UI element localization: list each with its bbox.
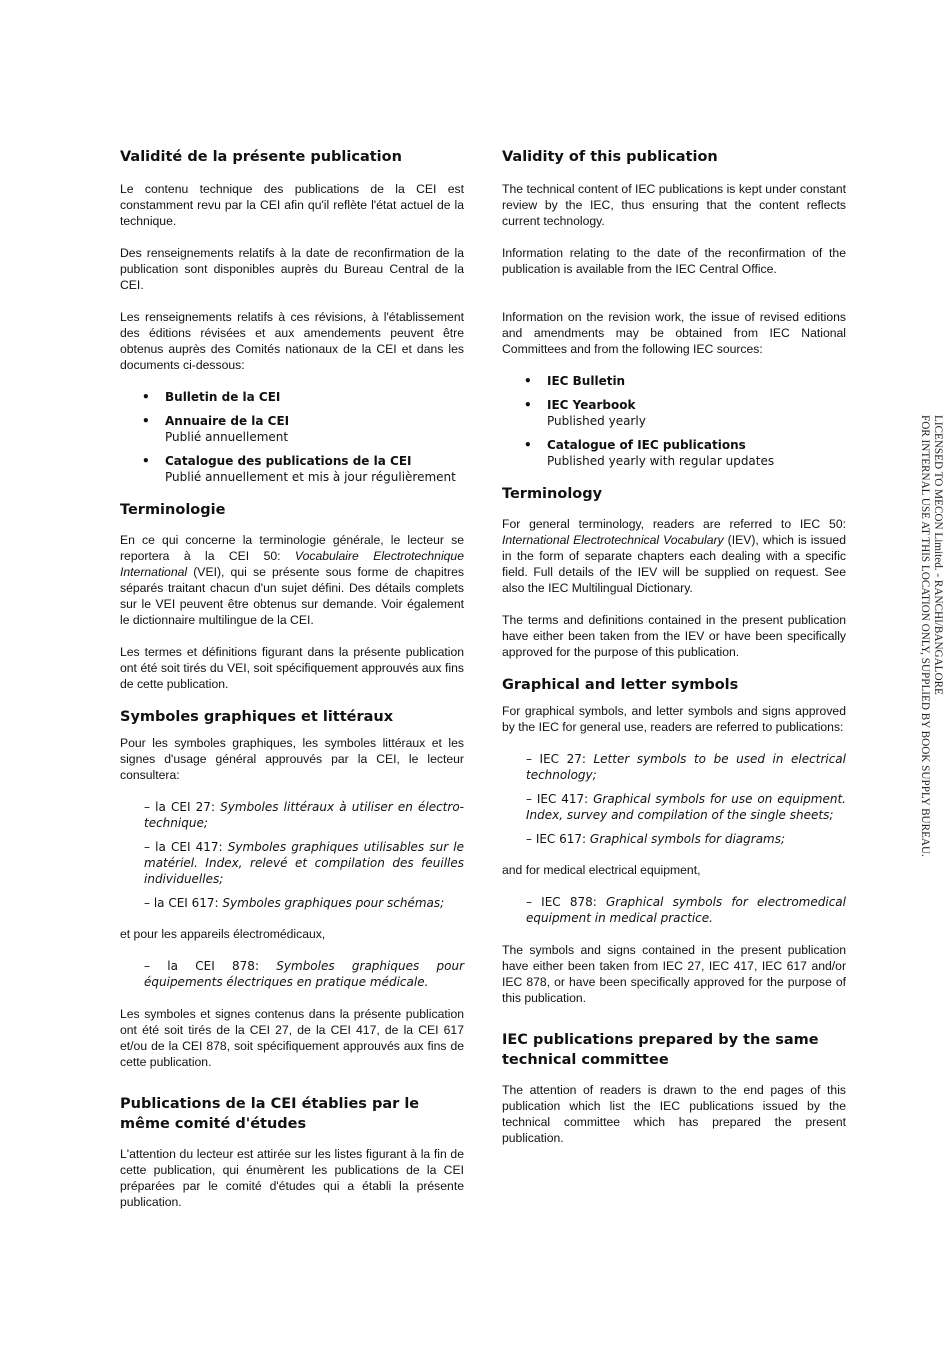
symbols-paragraph-1: Pour les symboles graphiques, les symboles littéraux et les signes d'usage général approuvés par la CEI, le lecteur consultera: <box>120 736 464 782</box>
terminology-paragraph-1: For general terminology, readers are referred to IEC 50: International Electrotechnical Vocabulary (IEV), which is issued in the form of separate chapters each dealing with a specific field. Full details of the IEV will be supplied on request. See also the IEC Multilingual Dictionary. <box>502 517 846 595</box>
symbols-ref-878: – la CEI 878: Symboles graphiques pour équipements électriques en pratique médicale. <box>144 959 464 989</box>
publications-heading: IEC publications prepared by the same technical committee <box>502 1032 819 1068</box>
list-item: • IEC Bulletin <box>524 374 626 388</box>
list-item: • Bulletin de la CEI <box>142 390 281 404</box>
symbols-ref-617: – la CEI 617: Symboles graphiques pour schémas; <box>144 896 445 910</box>
publications-paragraph: L'attention du lecteur est attirée sur les listes figurant à la fin de cette publication, qui énumèrent les publications de la CEI préparées par le comité d'études qui a établi la présente publication. <box>120 1147 464 1209</box>
terminology-paragraph-2: Les termes et définitions figurant dans la présente publication ont été soit tirés du VEI, soit spécifiquement approuvés aux fins de cette publication. <box>120 645 464 691</box>
symbols-ref-27: – IEC 27: Letter symbols to be used in electrical technology; <box>526 752 846 782</box>
symbols-ref-27: – la CEI 27: Symboles littéraux à utiliser en électro-technique; <box>144 800 464 830</box>
validity-paragraph-1: Le contenu technique des publications de la CEI est constamment revu par la CEI afin qu'il reflète l'état actuel de la technique. <box>120 182 464 228</box>
validity-paragraph-2: Information relating to the date of the reconfirmation of the publication is available from the IEC Central Office. <box>502 246 846 276</box>
french-column <box>120 147 464 1210</box>
symbols-heading: Graphical and letter symbols <box>502 677 739 693</box>
validity-heading: Validity of this publication <box>502 149 718 165</box>
sources-list <box>120 389 464 485</box>
medical-intro: and for medical electrical equipment, <box>502 863 701 877</box>
list-item: • IEC Yearbook Published yearly <box>524 398 646 428</box>
symbols-paragraph-2: The symbols and signs contained in the present publication have either been taken from IEC 27, IEC 417, IEC 617 and/or IEC 878, or have been specifically approved for the purpose of this publication. <box>502 943 846 1005</box>
validity-paragraph-2: Des renseignements relatifs à la date de reconfirmation de la publication sont disponibles auprès du Bureau Central de la CEI. <box>120 246 464 292</box>
license-line-1: LICENSED TO MECON Limited. - RANCHI/BANGALORE <box>932 415 944 695</box>
symbols-ref-617: – IEC 617: Graphical symbols for diagrams; <box>526 832 786 846</box>
symbols-ref-878: – IEC 878: Graphical symbols for electromedical equipment in medical practice. <box>526 895 846 925</box>
list-item: • Catalogue des publications de la CEI Publié annuellement et mis à jour régulièrement <box>142 454 456 484</box>
english-column <box>502 147 846 1146</box>
publications-heading: Publications de la CEI établies par le même comité d'études <box>120 1096 420 1132</box>
symbols-ref-417: – la CEI 417: Symboles graphiques utilisables sur le matériel. Index, relevé et compilation des feuilles individuelles; <box>144 840 464 886</box>
symbols-heading: Symboles graphiques et littéraux <box>120 709 394 725</box>
terminology-heading: Terminology <box>502 486 603 502</box>
terminology-heading: Terminologie <box>120 502 226 518</box>
symbols-ref-417: – IEC 417: Graphical symbols for use on equipment. Index, survey and compilation of the single sheets; <box>526 792 846 822</box>
list-item: • Catalogue of IEC publications Published yearly with regular updates <box>524 438 775 468</box>
license-watermark <box>918 415 944 857</box>
validity-paragraph-3: Les renseignements relatifs à ces révisions, à l'établissement des éditions révisées et aux amendements peuvent être obtenus auprès des Comités nationaux de la CEI et dans les documents ci-dessous: <box>120 310 464 372</box>
terminology-paragraph-2: The terms and definitions contained in the present publication have either been taken from the IEV or have been specifically approved for the purpose of this publication. <box>502 613 846 659</box>
symbols-paragraph-1: For graphical symbols, and letter symbols and signs approved by the IEC for general use, readers are referred to publications: <box>502 704 846 734</box>
medical-intro: et pour les appareils électromédicaux, <box>120 927 326 941</box>
validity-paragraph-3: Information on the revision work, the issue of revised editions and amendments may be obtained from IEC National Committees and from the following IEC sources: <box>502 310 846 356</box>
sources-list <box>502 373 846 469</box>
publications-paragraph: The attention of readers is drawn to the end pages of this publication which list the IEC publications issued by the technical committee which has prepared the present publication. <box>502 1083 846 1145</box>
license-line-2: FOR INTERNAL USE AT THIS LOCATION ONLY, SUPPLIED BY BOOK SUPPLY BUREAU. <box>919 415 931 857</box>
symbols-paragraph-2: Les symboles et signes contenus dans la présente publication ont été soit tirés de la CEI 27, de la CEI 417, de la CEI 617 et/ou de la CEI 878, soit spécifiquement approuvés aux fins de cette publication. <box>120 1007 464 1069</box>
list-item: • Annuaire de la CEI Publié annuellement <box>142 414 290 444</box>
terminology-paragraph-1: En ce qui concerne la terminologie générale, le lecteur se reportera à la CEI 50: Vocabulaire Electrotechnique International (VEI), qui se présente sous forme de chapitres séparés traitant chacun d'un sujet défini. Des détails complets sur le VEI peuvent être obtenus sur demande. Voir également le dictionnaire multilingue de la CEI. <box>120 533 464 627</box>
validity-heading: Validité de la présente publication <box>120 149 402 165</box>
validity-paragraph-1: The technical content of IEC publications is kept under constant review by the IEC, thus ensuring that the content reflects current technology. <box>502 182 846 228</box>
